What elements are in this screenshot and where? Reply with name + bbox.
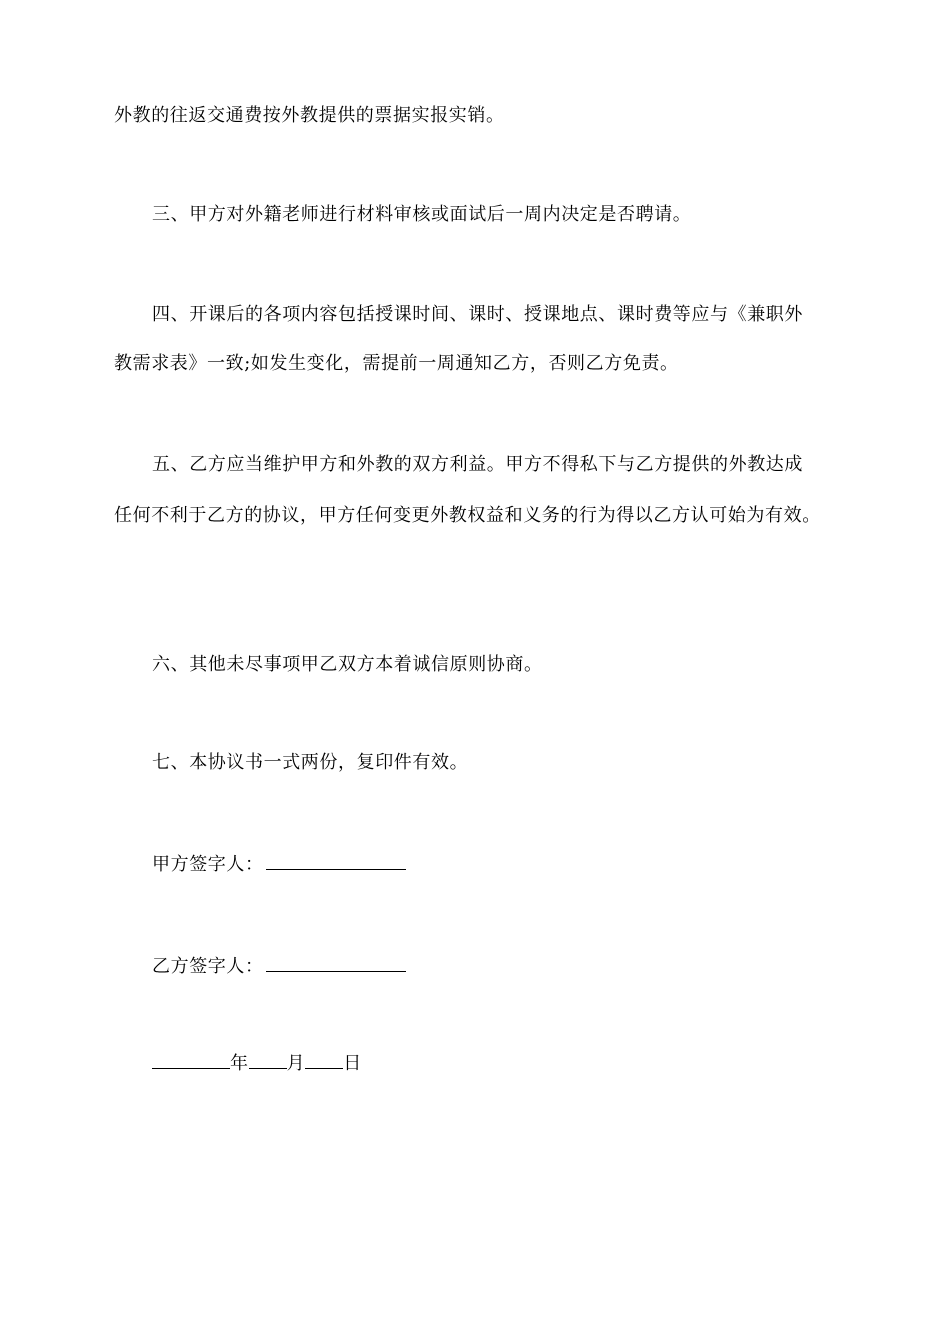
month-blank[interactable]: [249, 1050, 287, 1069]
party-b-signature-label: 乙方签字人：: [152, 956, 264, 977]
paragraph-clause-5-line-1: 五、乙方应当维护甲方和外教的双方利益。甲方不得私下与乙方提供的外教达成: [152, 454, 803, 475]
paragraph-clause-6: 六、其他未尽事项甲乙双方本着诚信原则协商。: [152, 654, 543, 675]
paragraph-clause-5-line-2: 任何不利于乙方的协议，甲方任何变更外教权益和义务的行为得以乙方认可始为有效。: [114, 505, 821, 526]
party-a-signature-line: [152, 851, 406, 877]
paragraph-transport-fee: 外教的往返交通费按外教提供的票据实报实销。: [114, 105, 505, 126]
day-blank[interactable]: [305, 1050, 343, 1069]
party-b-signature-line: [152, 953, 406, 979]
party-a-signature-blank[interactable]: [266, 851, 406, 870]
month-label: 月: [286, 1053, 306, 1074]
date-line: [152, 1050, 362, 1076]
party-b-signature-blank[interactable]: [266, 953, 406, 972]
paragraph-clause-3: 三、甲方对外籍老师进行材料审核或面试后一周内决定是否聘请。: [152, 204, 692, 225]
paragraph-clause-4-line-1: 四、开课后的各项内容包括授课时间、课时、授课地点、课时费等应与《兼职外: [152, 304, 803, 325]
party-a-signature-label: 甲方签字人：: [152, 854, 264, 875]
year-blank[interactable]: [152, 1050, 230, 1069]
day-label: 日: [343, 1053, 362, 1074]
year-label: 年: [230, 1053, 249, 1074]
paragraph-clause-4-line-2: 教需求表》一致;如发生变化，需提前一周通知乙方，否则乙方免责。: [114, 353, 679, 374]
paragraph-clause-7: 七、本协议书一式两份，复印件有效。: [152, 752, 469, 773]
